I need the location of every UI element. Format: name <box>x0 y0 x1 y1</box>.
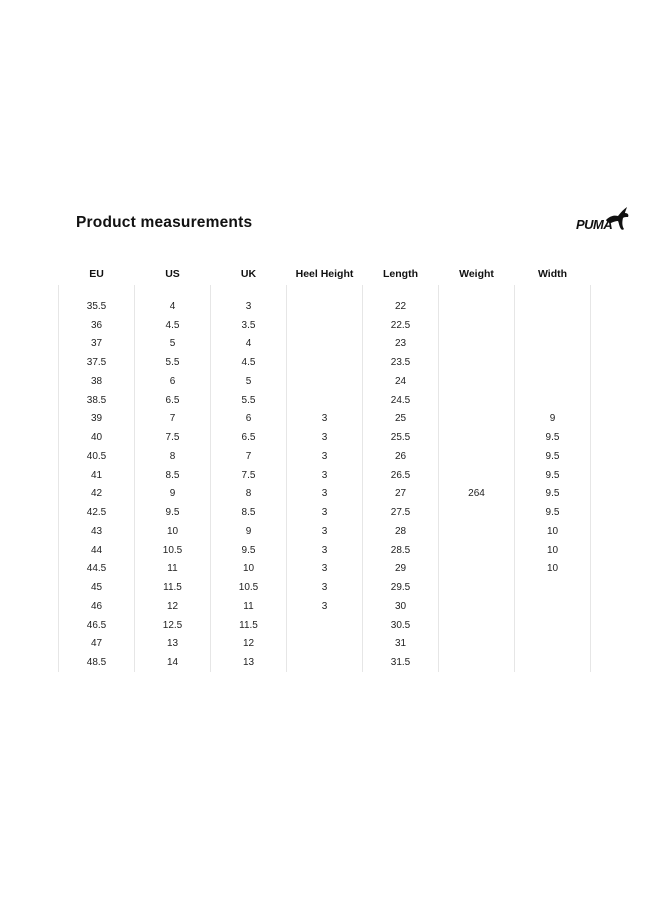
cell-us: 8.5 <box>135 466 211 485</box>
cell-weight <box>439 616 515 635</box>
cell-length: 28.5 <box>363 541 439 560</box>
column-header-weight: Weight <box>459 268 494 280</box>
cell-weight <box>439 353 515 372</box>
cell-heel-height <box>287 391 363 410</box>
cell-heel-height: 3 <box>287 578 363 597</box>
cell-width: 10 <box>515 522 591 541</box>
cell-length: 22.5 <box>363 316 439 335</box>
brand-wordmark: PUMA <box>576 217 613 232</box>
cell-weight <box>439 653 515 672</box>
table-row <box>59 503 591 522</box>
cell-width: 9.5 <box>515 485 591 504</box>
cell-uk: 8.5 <box>211 503 287 522</box>
cell-weight <box>439 597 515 616</box>
table-row <box>59 391 591 410</box>
cell-uk: 12 <box>211 635 287 654</box>
column-header-width: Width <box>537 268 568 280</box>
cell-uk: 5.5 <box>211 391 287 410</box>
cell-us: 6.5 <box>135 391 211 410</box>
cell-eu: 38 <box>59 372 135 391</box>
cell-heel-height: 3 <box>287 560 363 579</box>
cell-us: 5 <box>135 335 211 354</box>
table-body <box>59 285 591 672</box>
cell-us: 10.5 <box>135 541 211 560</box>
cell-eu: 47 <box>59 635 135 654</box>
cell-weight <box>439 503 515 522</box>
cell-us: 14 <box>135 653 211 672</box>
cell-us: 12.5 <box>135 616 211 635</box>
cell-length: 24 <box>363 372 439 391</box>
cell-us: 4.5 <box>135 316 211 335</box>
cell-heel-height <box>287 372 363 391</box>
cell-length: 25.5 <box>363 428 439 447</box>
cell-us: 5.5 <box>135 353 211 372</box>
cell-eu: 38.5 <box>59 391 135 410</box>
cell-eu: 44 <box>59 541 135 560</box>
cell-eu: 40.5 <box>59 447 135 466</box>
table-row <box>59 485 591 504</box>
cell-width: 9 <box>515 410 591 429</box>
cell-eu: 39 <box>59 410 135 429</box>
column-header-heel-height: Heel Height <box>295 268 354 280</box>
cell-length: 24.5 <box>363 391 439 410</box>
cell-weight <box>439 297 515 316</box>
cell-eu: 46 <box>59 597 135 616</box>
cell-width <box>515 297 591 316</box>
cell-heel-height <box>287 616 363 635</box>
puma-logo <box>576 206 630 236</box>
cell-length: 23 <box>363 335 439 354</box>
cell-length: 26 <box>363 447 439 466</box>
cell-width <box>515 616 591 635</box>
cell-uk: 10.5 <box>211 578 287 597</box>
cell-eu: 35.5 <box>59 297 135 316</box>
cell-heel-height <box>287 316 363 335</box>
cell-uk: 6 <box>211 410 287 429</box>
cell-uk: 9.5 <box>211 541 287 560</box>
cell-heel-height: 3 <box>287 503 363 522</box>
cell-uk: 7 <box>211 447 287 466</box>
cell-us: 11.5 <box>135 578 211 597</box>
cell-eu: 40 <box>59 428 135 447</box>
cell-heel-height: 3 <box>287 466 363 485</box>
table-row <box>59 372 591 391</box>
cell-length: 29 <box>363 560 439 579</box>
cell-eu: 44.5 <box>59 560 135 579</box>
table-row <box>59 560 591 579</box>
cell-uk: 13 <box>211 653 287 672</box>
cell-uk: 4 <box>211 335 287 354</box>
cell-length: 26.5 <box>363 466 439 485</box>
cell-length: 29.5 <box>363 578 439 597</box>
column-header-uk: UK <box>240 268 257 280</box>
column-header-length: Length <box>383 268 418 280</box>
cell-length: 31 <box>363 635 439 654</box>
cell-weight <box>439 578 515 597</box>
cell-width <box>515 335 591 354</box>
cell-weight <box>439 560 515 579</box>
cell-width <box>515 597 591 616</box>
cell-weight <box>439 466 515 485</box>
table-row <box>59 466 591 485</box>
cell-eu: 37.5 <box>59 353 135 372</box>
cell-weight <box>439 410 515 429</box>
cell-us: 6 <box>135 372 211 391</box>
cell-us: 9.5 <box>135 503 211 522</box>
cell-uk: 10 <box>211 560 287 579</box>
cell-eu: 45 <box>59 578 135 597</box>
cell-heel-height: 3 <box>287 447 363 466</box>
table-row <box>59 297 591 316</box>
cell-heel-height: 3 <box>287 485 363 504</box>
cell-width <box>515 353 591 372</box>
cell-length: 25 <box>363 410 439 429</box>
cell-width <box>515 653 591 672</box>
cell-uk: 3.5 <box>211 316 287 335</box>
table-row <box>59 335 591 354</box>
cell-uk: 4.5 <box>211 353 287 372</box>
cell-us: 12 <box>135 597 211 616</box>
table-row <box>59 635 591 654</box>
cell-eu: 46.5 <box>59 616 135 635</box>
cell-uk: 3 <box>211 297 287 316</box>
cell-width <box>515 316 591 335</box>
cell-uk: 11 <box>211 597 287 616</box>
cell-uk: 11.5 <box>211 616 287 635</box>
cell-length: 23.5 <box>363 353 439 372</box>
cell-eu: 48.5 <box>59 653 135 672</box>
cell-heel-height: 3 <box>287 541 363 560</box>
cell-uk: 6.5 <box>211 428 287 447</box>
table-row <box>59 428 591 447</box>
cell-width <box>515 372 591 391</box>
cell-eu: 37 <box>59 335 135 354</box>
cell-length: 27.5 <box>363 503 439 522</box>
cell-uk: 5 <box>211 372 287 391</box>
cell-width: 9.5 <box>515 428 591 447</box>
cell-uk: 8 <box>211 485 287 504</box>
table-row <box>59 578 591 597</box>
cell-heel-height: 3 <box>287 597 363 616</box>
table-row <box>59 410 591 429</box>
cell-length: 22 <box>363 297 439 316</box>
cell-length: 27 <box>363 485 439 504</box>
cell-us: 8 <box>135 447 211 466</box>
table-row <box>59 353 591 372</box>
page-title: Product measurements <box>76 214 253 231</box>
cell-width: 9.5 <box>515 503 591 522</box>
table-row <box>59 522 591 541</box>
cell-weight <box>439 335 515 354</box>
cell-eu: 42.5 <box>59 503 135 522</box>
cell-eu: 41 <box>59 466 135 485</box>
cell-heel-height: 3 <box>287 522 363 541</box>
cell-heel-height <box>287 353 363 372</box>
table-row <box>59 597 591 616</box>
table-row <box>59 541 591 560</box>
spacer-row <box>59 285 591 297</box>
table-row <box>59 316 591 335</box>
cell-weight: 264 <box>439 485 515 504</box>
column-header-us: US <box>165 268 180 280</box>
cell-weight <box>439 316 515 335</box>
cell-heel-height <box>287 635 363 654</box>
cell-us: 7.5 <box>135 428 211 447</box>
cell-width: 10 <box>515 560 591 579</box>
cell-length: 31.5 <box>363 653 439 672</box>
cell-weight <box>439 372 515 391</box>
cell-weight <box>439 541 515 560</box>
cell-weight <box>439 635 515 654</box>
cell-width: 9.5 <box>515 447 591 466</box>
cell-eu: 42 <box>59 485 135 504</box>
cell-length: 30.5 <box>363 616 439 635</box>
cell-eu: 36 <box>59 316 135 335</box>
header-row <box>59 263 591 285</box>
column-header-eu: EU <box>89 268 104 280</box>
cell-width <box>515 578 591 597</box>
cell-width <box>515 391 591 410</box>
cell-us: 11 <box>135 560 211 579</box>
table-row <box>59 616 591 635</box>
cell-heel-height <box>287 653 363 672</box>
cell-heel-height: 3 <box>287 410 363 429</box>
cell-us: 7 <box>135 410 211 429</box>
cell-uk: 7.5 <box>211 466 287 485</box>
table-row <box>59 447 591 466</box>
cell-heel-height <box>287 335 363 354</box>
cell-length: 28 <box>363 522 439 541</box>
cell-width <box>515 635 591 654</box>
cell-us: 9 <box>135 485 211 504</box>
cell-heel-height <box>287 297 363 316</box>
cell-width: 9.5 <box>515 466 591 485</box>
cell-weight <box>439 391 515 410</box>
cell-us: 10 <box>135 522 211 541</box>
cell-weight <box>439 428 515 447</box>
cell-eu: 43 <box>59 522 135 541</box>
cell-uk: 9 <box>211 522 287 541</box>
cell-weight <box>439 447 515 466</box>
cell-length: 30 <box>363 597 439 616</box>
cell-us: 4 <box>135 297 211 316</box>
cell-weight <box>439 522 515 541</box>
cell-heel-height: 3 <box>287 428 363 447</box>
size-chart-table <box>58 263 591 672</box>
cell-width: 10 <box>515 541 591 560</box>
cell-us: 13 <box>135 635 211 654</box>
table-row <box>59 653 591 672</box>
